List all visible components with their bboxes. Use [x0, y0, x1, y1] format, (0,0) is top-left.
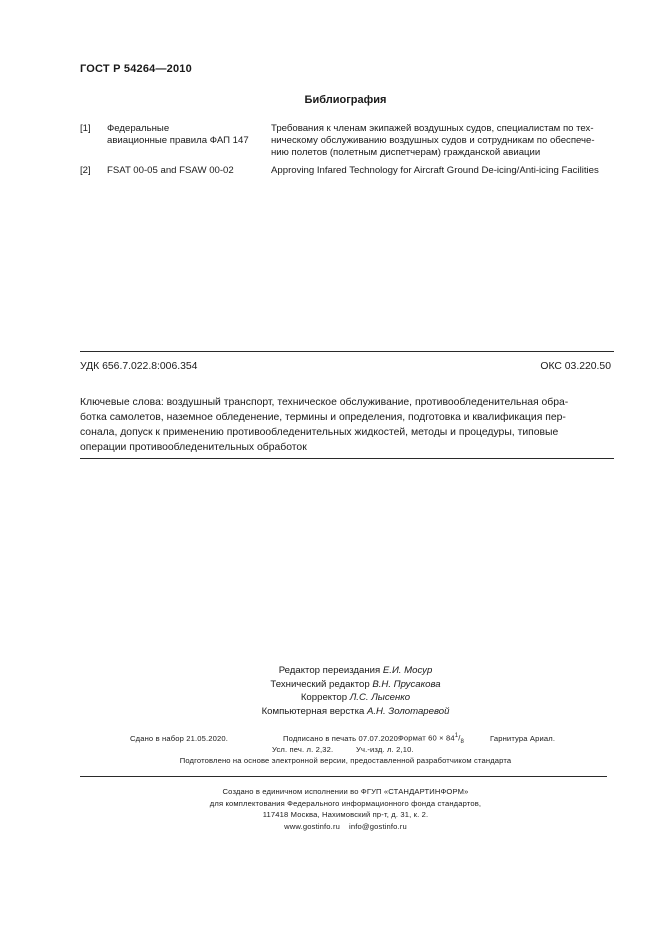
oks-code: ОКС 03.220.50 [540, 361, 611, 372]
editor-name: Е.И. Мосур [382, 665, 433, 676]
publisher-email-link[interactable]: info@gostinfo.ru [349, 821, 407, 831]
publisher-line: для комплектования Федерального информационного фонда стандартов, [209, 798, 482, 808]
bib-entry-1-source-line: Федеральные [107, 123, 170, 134]
bib-entry-2-description: Approving Infared Technology for Aircraft Ground De-icing/Anti-icing Facilities [271, 165, 599, 176]
editor-role: Технический редактор [270, 678, 370, 690]
editor-role: Корректор [300, 692, 348, 703]
udk-code: УДК 656.7.022.8:006.354 [80, 361, 198, 372]
keywords-line: операции противообледенительных обработок [80, 442, 307, 453]
print-signed-date: Подписано в печать 07.07.2020. [283, 734, 401, 743]
bib-entry-2-number: [2] [80, 165, 91, 176]
standard-code: ГОСТ Р 54264—2010 [80, 63, 192, 75]
bib-entry-1-number: [1] [80, 123, 91, 134]
publisher-block [0, 786, 661, 832]
bib-entry-2-source: FSAT 00-05 and FSAW 00-02 [107, 165, 234, 176]
keywords-line: ботка самолетов, наземное обледенение, термины и определения, подготовка и квалификация пер- [80, 412, 566, 423]
editor-line [50, 678, 661, 692]
print-prepared-note: Подготовлено на основе электронной версии, предоставленной разработчиком стандарта [179, 756, 512, 765]
format-numerator: 1 [454, 733, 459, 739]
publisher-contacts [30, 821, 661, 833]
bib-entry-1-source [107, 123, 267, 147]
editor-name: Л.С. Лысенко [349, 692, 411, 703]
format-denominator: 8 [460, 739, 464, 746]
editor-line [50, 664, 661, 678]
keywords-block [80, 395, 611, 455]
print-pub-pages: Уч.-изд. л. 2,10. [356, 745, 414, 754]
print-sent-date: Сдано в набор 21.05.2020. [130, 734, 228, 743]
print-typeface: Гарнитура Ариал. [490, 734, 556, 743]
bib-entry-1-description [271, 123, 611, 159]
keywords-rule [80, 458, 614, 459]
editor-line [50, 705, 661, 719]
keywords-line: Ключевые слова: воздушный транспорт, техническое обслуживание, противообледенительная обра- [80, 397, 569, 408]
editor-role: Редактор переиздания [278, 665, 381, 676]
keywords-line: сонала, допуск к применению противообледенительных жидкостей, методы и процедуры, типовые [80, 427, 559, 438]
bibliography-title: Библиография [304, 94, 387, 106]
print-pages: Усл. печ. л. 2,32. [272, 745, 334, 754]
bib-entry-1-source-line: авиационные правила ФАП 147 [107, 135, 249, 146]
publisher-website-link[interactable]: www.gostinfo.ru [284, 821, 340, 831]
editor-name: В.Н. Прусакова [372, 678, 441, 690]
classification-rule [80, 351, 614, 352]
publisher-rule [80, 776, 607, 777]
editor-name: А.Н. Золотаревой [366, 705, 450, 717]
publisher-line: 117418 Москва, Нахимовский пр-т, д. 31, к. 2. [262, 810, 429, 819]
editor-role: Компьютерная верстка [261, 705, 365, 717]
bib-desc-line: Требования к членам экипажей воздушных судов, специалистам по тех- [271, 123, 594, 134]
editors-block [0, 664, 661, 718]
print-format: Формат $60 \times 84^1/_8$ [398, 733, 464, 746]
publisher-line: Создано в единичном исполнении во ФГУП «СТАНДАРТИНФОРМ» [222, 787, 469, 796]
format-prefix: Формат 60 × 84 [398, 733, 455, 743]
bib-desc-line: ническому обслуживанию воздушных судов и сотрудникам по обеспече- [271, 135, 595, 146]
bib-desc-line: нию полетов (полетным диспетчерам) гражданской авиации [271, 147, 541, 158]
editor-line [50, 691, 661, 705]
